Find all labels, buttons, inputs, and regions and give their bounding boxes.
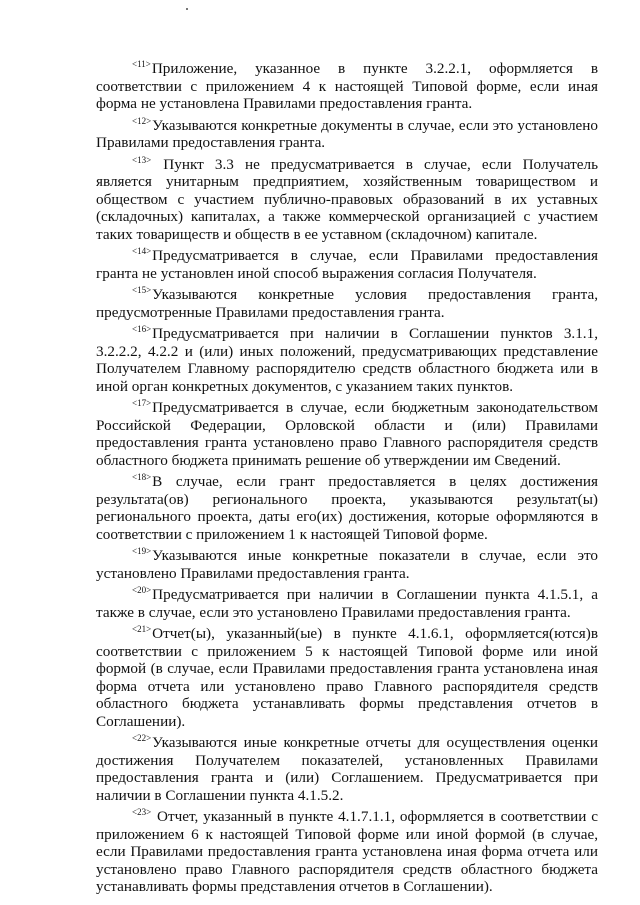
footnote	[96, 621, 598, 730]
footnote	[96, 321, 598, 395]
scan-dot	[186, 8, 188, 10]
footnote	[96, 395, 598, 469]
footnote	[96, 543, 598, 582]
footnote-number: <21>	[132, 624, 152, 634]
footnote-text: Отчет(ы), указанный(ые) в пункте 4.1.6.1, оформляется(ются)в соответствии с приложением 5 к настоящей Типовой форме или иной формой (в случае, если Правилами предоставления гранта установлена иная форма отчета или установлено право Главного распорядителя средств областного бюджета устанавливать формы представления отчетов в Соглашении).	[96, 625, 598, 730]
footnote	[96, 582, 598, 621]
footnote-text: Отчет, указанный в пункте 4.1.7.1.1, оформляется в соответствии с приложением 6 к настоящей Типовой форме или иной формой (в случае, если Правилами предоставления гранта установлена иная форма отчета или установлено право Главного распорядителя средств областного бюджета устанавливать формы представления отчетов в Соглашении).	[96, 808, 598, 895]
footnote	[96, 282, 598, 321]
footnote-number: <11>	[132, 59, 151, 69]
footnotes-list	[96, 56, 598, 896]
footnote-number: <13>	[132, 154, 152, 165]
footnote	[96, 152, 598, 244]
footnote-number: <14>	[132, 246, 152, 256]
footnote-text: Указываются конкретные условия предоставления гранта, предусмотренные Правилами предоставления гранта.	[96, 286, 598, 321]
footnote-text: В случае, если грант предоставляется в целях достижения результата(ов) регионального проекта, указываются результат(ы) регионального проекта, даты его(их) достижения, которые оформляются в соответствии с приложением 1 к настоящей Типовой форме.	[96, 473, 598, 543]
footnote-text: Указываются иные конкретные отчеты для осуществления оценки достижения Получателем показателей, установленных Правилами предоставления гранта и (или) Соглашением. Предусматривается при наличии в Соглашении пункта 4.1.5.2.	[96, 734, 598, 804]
footnote	[96, 243, 598, 282]
footnote-text: Предусматривается в случае, если бюджетным законодательством Российской Федерации, Орловской области и (или) Правилами предоставления гранта установлено право Главного распорядителя средств областного бюджета принимать решение об утверждении им Сведений.	[96, 399, 598, 469]
footnote-number: <12>	[132, 115, 152, 126]
footnote-number: <23>	[132, 807, 152, 817]
footnote-text: Указываются конкретные документы в случае, если это установлено Правилами предоставления гранта.	[96, 116, 598, 151]
footnote-number: <16>	[132, 324, 152, 334]
footnote-number: <20>	[132, 585, 152, 595]
footnote-text: Указываются иные конкретные показатели в случае, если это установлено Правилами предоставления гранта.	[96, 547, 598, 582]
footnote-text: Предусматривается при наличии в Соглашении пункта 4.1.5.1, а также в случае, если это установлено Правилами предоставления гранта.	[96, 586, 598, 621]
footnote-number: <19>	[132, 546, 152, 556]
footnote	[96, 730, 598, 804]
footnote-number: <17>	[132, 398, 152, 408]
footnote	[96, 804, 598, 896]
footnote-text: Предусматривается при наличии в Соглашении пунктов 3.1.1, 3.2.2.2, 4.2.2 и (или) иных положений, предусматривающих представление Получателем Главному распорядителю средств областного бюджета или в иной орган конкретных документов, с указанием таких пунктов.	[96, 325, 598, 395]
footnote-number: <15>	[132, 285, 152, 295]
footnote-number: <18>	[132, 472, 152, 482]
footnote-text: Пункт 3.3 не предусматривается в случае, если Получатель является унитарным предприятием, хозяйственным товариществом и обществом с участием публично-правовых образований в их уставных (складочных) капиталах, а также коммерческой организацией с участием таких товариществ и обществ в ее уставном (складочном) капитале.	[96, 155, 598, 243]
footnote-text: Предусматривается в случае, если Правилами предоставления гранта не установлен иной способ выражения согласия Получателя.	[96, 247, 598, 282]
footnote	[96, 113, 598, 152]
footnote	[96, 56, 598, 113]
footnote-text: Приложение, указанное в пункте 3.2.2.1, оформляется в соответствии с приложением 4 к настоящей Типовой форме, если иная форма не установлена Правилами предоставления гранта.	[96, 60, 598, 112]
footnote-number: <22>	[132, 733, 152, 743]
footnote	[96, 469, 598, 543]
